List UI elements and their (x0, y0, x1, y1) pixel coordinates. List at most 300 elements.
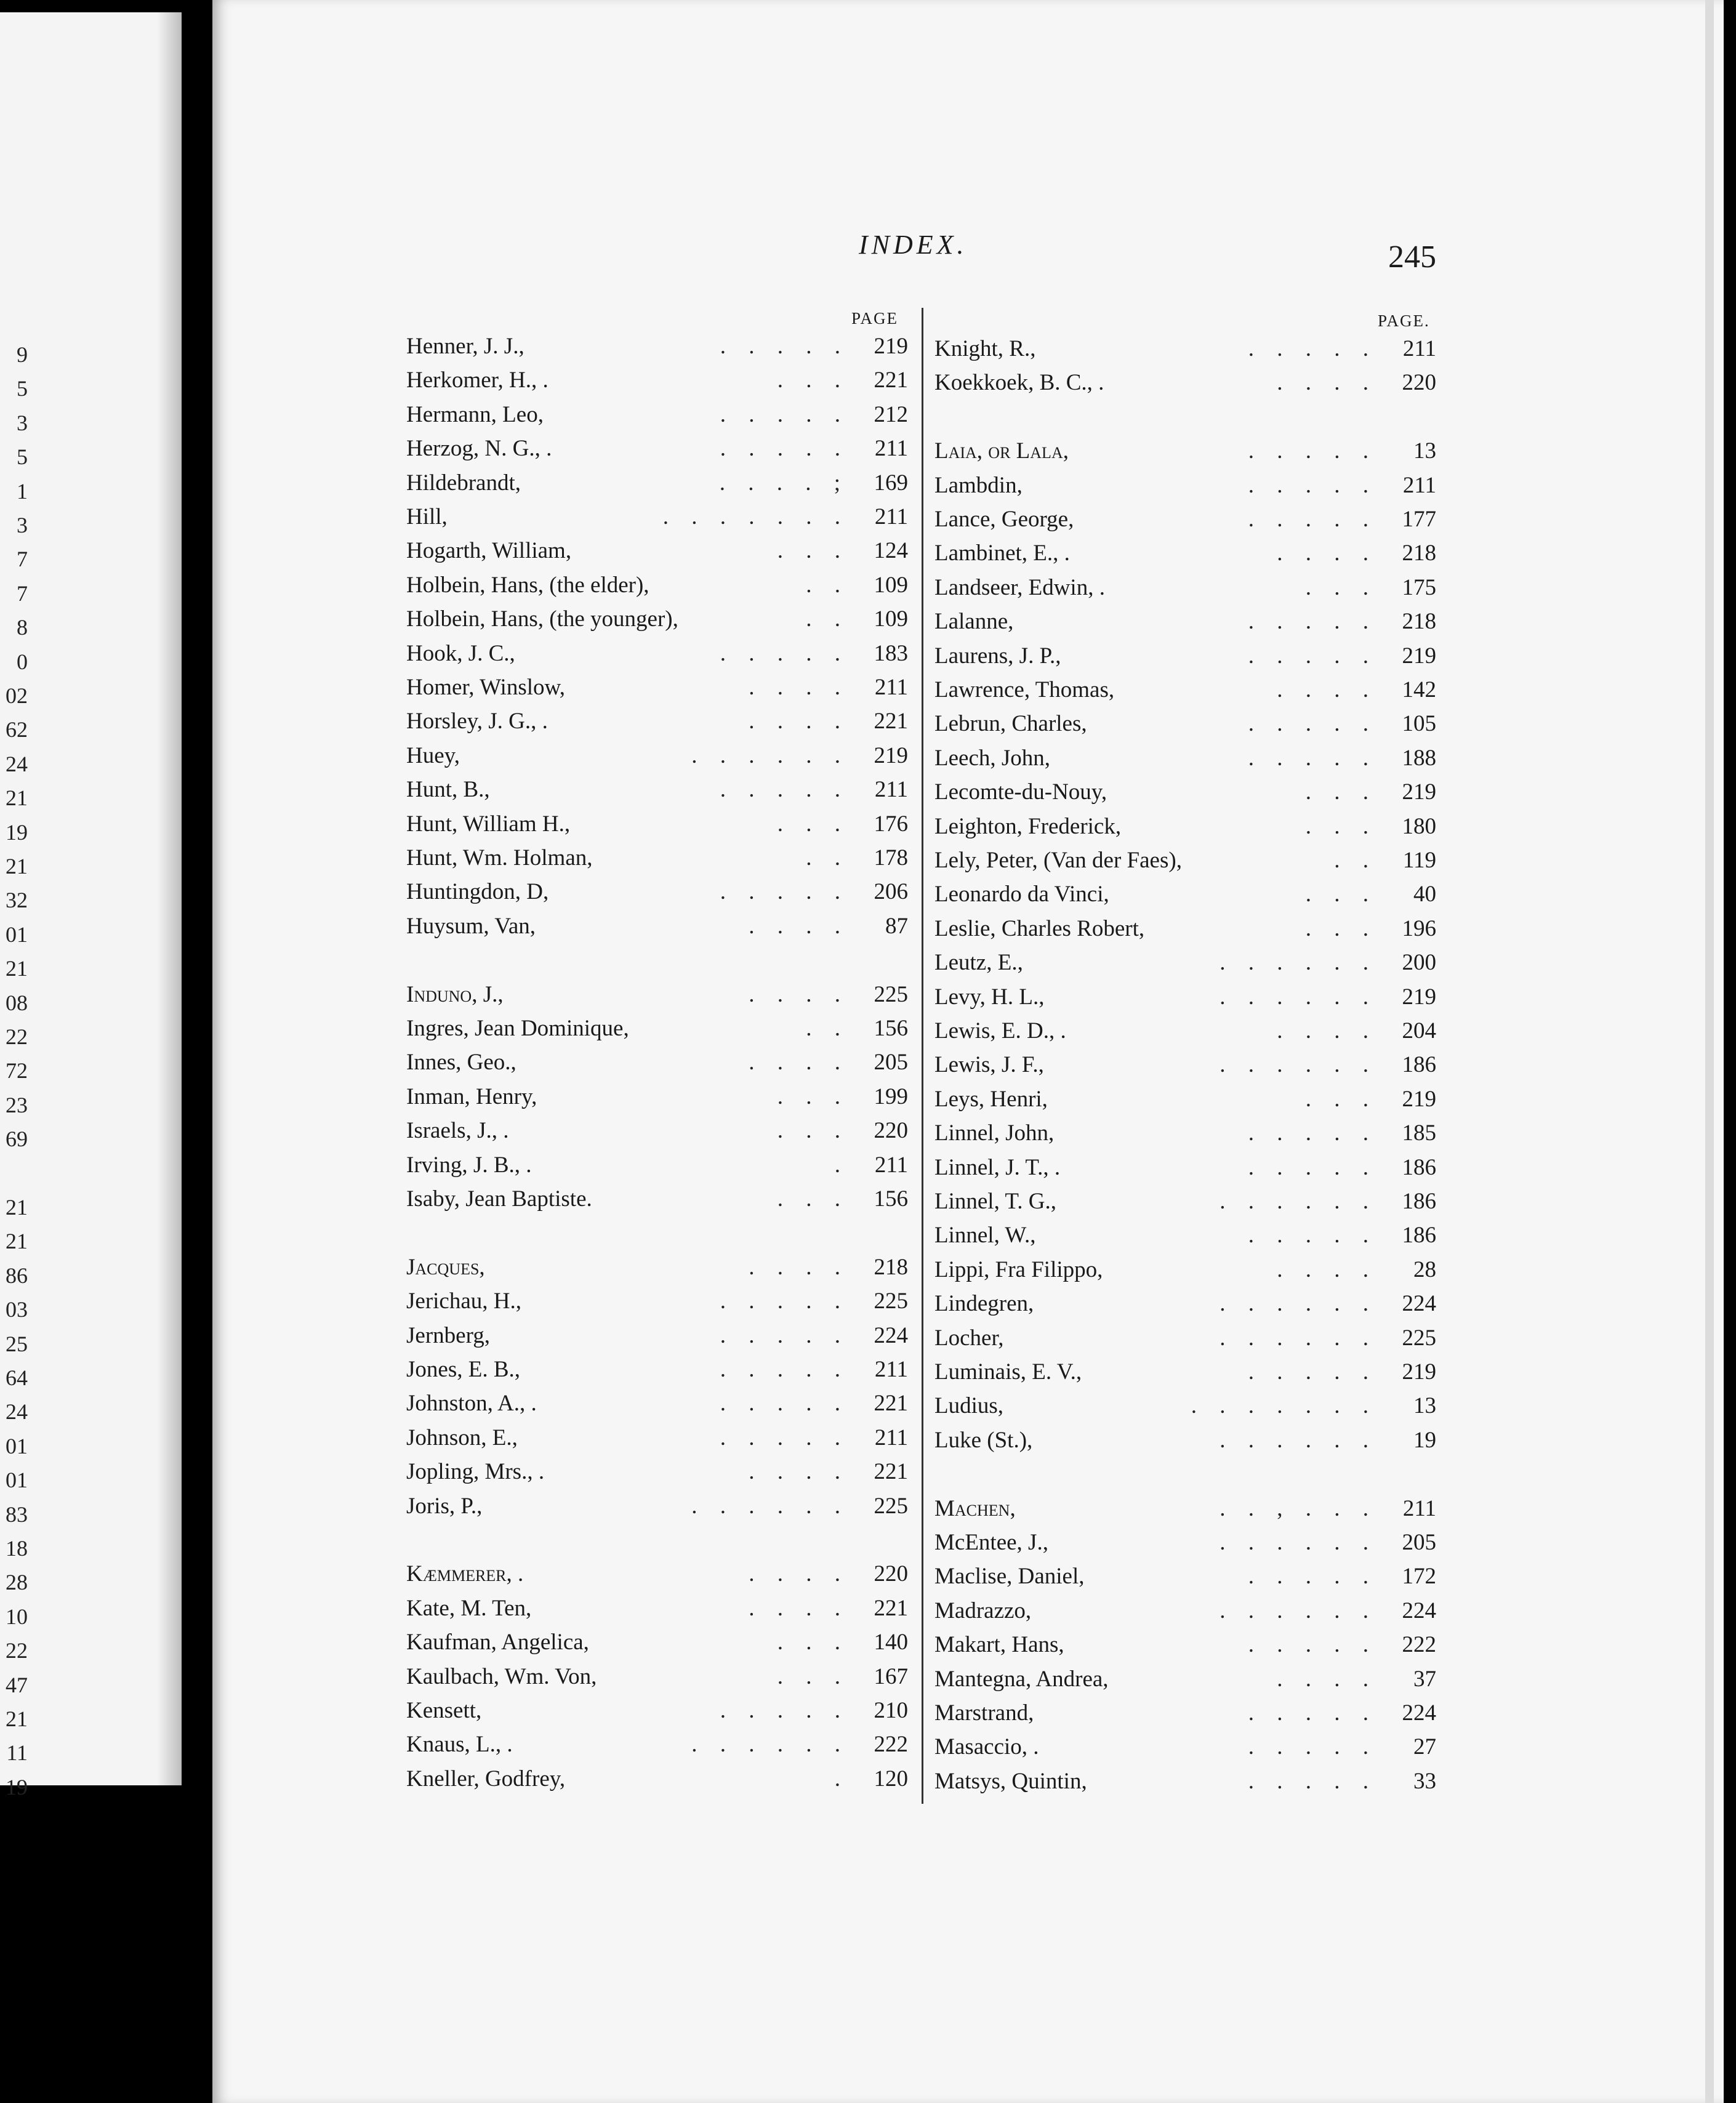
entry-page: 221 (874, 1459, 908, 1485)
index-entry (406, 1764, 908, 1795)
entry-page: 186 (1402, 1154, 1436, 1180)
facing-page-number-fragment: 47 (6, 1672, 28, 1697)
facing-page-number-fragment: 19 (6, 819, 28, 845)
entry-name: Johnston, A., . (406, 1391, 537, 1417)
entry-name: Leys, Henri, (934, 1086, 1048, 1112)
entry-page: 224 (1402, 1700, 1436, 1726)
dot-leader: . . . . . . (1220, 1530, 1368, 1555)
dot-leader: . . . . . (1248, 711, 1368, 737)
entry-page: 19 (1413, 1427, 1436, 1453)
entry-name: Lecomte-du-Nouy, (934, 779, 1107, 805)
entry-name: Huysum, Van, (406, 913, 536, 939)
index-entry (934, 436, 1436, 467)
entry-name: Induno, J., (406, 981, 504, 1007)
entry-page: 224 (1402, 1598, 1436, 1623)
index-entry (406, 809, 908, 840)
dot-leader: . . . . (749, 709, 840, 734)
index-entry (406, 1150, 908, 1181)
entry-name: Lance, George, (934, 507, 1074, 532)
index-entry (934, 1016, 1436, 1047)
entry-page: 219 (1402, 779, 1436, 805)
entry-page: 37 (1413, 1666, 1436, 1692)
dot-leader: . . . . . . (1220, 1189, 1368, 1214)
entry-name: Machen, (934, 1495, 1016, 1521)
dot-leader: . . . (777, 1663, 840, 1689)
entry-name: Levy, H. L., (934, 984, 1045, 1010)
facing-page-number-fragment: 21 (6, 1195, 28, 1220)
entry-name: Marstrand, (934, 1700, 1034, 1726)
dot-leader: . (834, 1152, 840, 1178)
entry-name: Johnson, E., (406, 1425, 518, 1450)
entry-name: Israels, J., . (406, 1118, 509, 1144)
entry-page: 225 (1402, 1325, 1436, 1351)
entry-page: 221 (874, 1595, 908, 1621)
dot-leader: . . . . (749, 1561, 840, 1587)
index-entry (406, 979, 908, 1010)
dot-leader: . . . . (749, 1050, 840, 1076)
dot-leader: . . . . . (720, 1322, 840, 1348)
index-entry (406, 1047, 908, 1078)
entry-page: 178 (874, 845, 908, 871)
facing-page-number-fragment: 72 (6, 1058, 28, 1084)
index-entry (934, 1561, 1436, 1592)
index-entry (406, 1321, 908, 1351)
entry-page: 211 (874, 504, 908, 529)
entry-name: Hermann, Leo, (406, 401, 544, 427)
entry-page: 105 (1402, 711, 1436, 737)
index-entry (406, 1388, 908, 1419)
facing-page-number-fragment: 01 (6, 1433, 28, 1458)
entry-page: 180 (1402, 813, 1436, 839)
entry-page: 176 (874, 811, 908, 837)
dot-leader: . . (806, 606, 840, 632)
facing-page-number-fragment: 69 (6, 1127, 28, 1152)
facing-page-number-fragment: 21 (6, 1707, 28, 1731)
facing-page-number-fragment: 86 (6, 1263, 28, 1288)
dot-leader: . . . (1305, 813, 1368, 839)
index-entry (934, 1084, 1436, 1115)
index-entry (406, 945, 908, 976)
entry-name: Huey, (406, 742, 460, 768)
index-entry (406, 706, 908, 737)
entry-name: Lebrun, Charles, (934, 711, 1087, 737)
dot-leader: . . (806, 1016, 840, 1041)
entry-page: 211 (874, 777, 908, 803)
index-entry (406, 365, 908, 396)
entry-name: Jopling, Mrs., . (406, 1459, 545, 1485)
dot-leader: . . . . . (1248, 1120, 1368, 1146)
entry-name: Isaby, Jean Baptiste. (406, 1186, 592, 1212)
dot-leader: . . (1334, 848, 1368, 873)
entry-name: Jerichau, H., (406, 1289, 521, 1314)
index-entry (406, 1354, 908, 1385)
dot-leader: . . . . . (1248, 1768, 1368, 1794)
entry-page: 210 (874, 1698, 908, 1723)
index-entry (406, 1116, 908, 1146)
entry-name: Lewis, J. F., (934, 1052, 1044, 1078)
dot-leader: . . . . (1277, 1666, 1368, 1692)
dot-leader: . . . . (749, 913, 840, 939)
right-column-page-header: PAGE. (1378, 312, 1430, 330)
index-entry (406, 741, 908, 771)
entry-page: 222 (1402, 1632, 1436, 1658)
dot-leader: . . . . (749, 981, 840, 1007)
dot-leader: . (834, 1766, 840, 1791)
dot-leader: . . . (777, 538, 840, 564)
index-entry (934, 606, 1436, 637)
index-entry (934, 914, 1436, 944)
dot-leader: . . . . . (720, 1698, 840, 1723)
entry-page: 40 (1413, 882, 1436, 907)
index-entry (934, 1596, 1436, 1627)
index-entry (934, 1766, 1436, 1797)
dot-leader: . . . (777, 1118, 840, 1144)
entry-page: 156 (874, 1016, 908, 1041)
index-entry (406, 1423, 908, 1454)
index-entry (406, 468, 908, 499)
entry-name: Holbein, Hans, (the elder), (406, 572, 649, 598)
facing-page-number-fragment: 21 (6, 956, 28, 981)
index-entry (934, 879, 1436, 910)
dot-leader: . . . . . (720, 1289, 840, 1314)
entry-page: 188 (1402, 745, 1436, 771)
index-entry (406, 1695, 908, 1726)
facing-page-number-fragment: 01 (6, 922, 28, 947)
entry-name: Ingres, Jean Dominique, (406, 1016, 629, 1041)
entry-page: 221 (874, 1391, 908, 1417)
entry-name: Jacques, (406, 1254, 485, 1280)
entry-page: 183 (874, 640, 908, 666)
dot-leader: . . . . . (1248, 1223, 1368, 1249)
facing-page-number-fragment: 22 (6, 1638, 28, 1663)
dot-leader: . . . . . . (1220, 1325, 1368, 1351)
index-entry (934, 811, 1436, 842)
index-entry (934, 1220, 1436, 1251)
entry-page: 87 (885, 913, 908, 939)
index-entry (406, 1559, 908, 1590)
dot-leader: . . . . . (1248, 1359, 1368, 1385)
entry-page: 219 (874, 742, 908, 768)
entry-page: 220 (874, 1118, 908, 1144)
entry-page: 33 (1413, 1768, 1436, 1794)
column-divider (922, 308, 923, 1804)
entry-page: 124 (874, 538, 908, 564)
facing-page-number-fragment: 25 (6, 1331, 28, 1356)
entry-page: 218 (874, 1254, 908, 1280)
entry-page: 211 (874, 1357, 908, 1382)
entry-page: 186 (1402, 1052, 1436, 1078)
index-entry (406, 433, 908, 464)
entry-name: Homer, Winslow, (406, 675, 566, 700)
entry-page: 185 (1402, 1120, 1436, 1146)
dot-leader: . . . . (1277, 541, 1368, 566)
index-entry (934, 1255, 1436, 1285)
dot-leader: . . . . . (720, 334, 840, 359)
entry-page: 211 (874, 436, 908, 462)
entry-page: 28 (1413, 1257, 1436, 1282)
entry-name: Leech, John, (934, 745, 1051, 771)
index-entry (406, 1662, 908, 1692)
entry-page: 140 (874, 1630, 908, 1655)
facing-page-number-fragment: 24 (6, 1399, 28, 1425)
facing-page-number-fragment: 21 (6, 786, 28, 811)
entry-name: Linnel, W., (934, 1223, 1036, 1249)
dot-leader: . . . . . . (1220, 984, 1368, 1010)
facing-page-number-fragment: 9 (17, 342, 28, 367)
index-entry (406, 672, 908, 703)
facing-page-number-fragment: 3 (17, 513, 28, 537)
dot-leader: . . . (777, 1186, 840, 1212)
entry-name: Ludius, (934, 1393, 1004, 1419)
entry-page: 120 (874, 1766, 908, 1791)
index-entry (934, 1732, 1436, 1763)
index-entry (406, 774, 908, 805)
index-entry (406, 502, 908, 533)
index-entry (934, 402, 1436, 433)
entry-name: Luminais, E. V., (934, 1359, 1082, 1385)
entry-page: 27 (1413, 1734, 1436, 1760)
entry-page: 219 (874, 334, 908, 359)
dot-leader: . . . . . (1248, 1700, 1368, 1726)
index-entry (934, 641, 1436, 672)
facing-page-number-fragment: 23 (6, 1092, 28, 1117)
entry-page: 13 (1413, 1393, 1436, 1419)
index-entry (934, 777, 1436, 808)
index-entry (934, 1391, 1436, 1421)
dot-leader: . . . . . (1248, 1632, 1368, 1658)
index-entry (934, 1527, 1436, 1558)
dot-leader: . . . . . . . (1191, 1393, 1368, 1419)
entry-name: Lawrence, Thomas, (934, 677, 1115, 702)
index-entry (406, 1593, 908, 1624)
entry-page: 167 (874, 1663, 908, 1689)
entry-name: Laurens, J. P., (934, 643, 1061, 669)
entry-name: Henner, J. J., (406, 334, 524, 359)
index-entry (934, 1357, 1436, 1388)
facing-page-number-fragment: 7 (17, 547, 28, 572)
entry-name: Hill, (406, 504, 448, 529)
facing-page-number-fragment: 1 (17, 478, 28, 504)
dot-leader: . . . (1305, 574, 1368, 600)
dot-leader: . . (806, 845, 840, 871)
dot-leader: . . . (777, 811, 840, 837)
entry-name: Joris, P., (406, 1493, 483, 1519)
entry-name: Holbein, Hans, (the younger), (406, 606, 678, 632)
index-entry (934, 1494, 1436, 1524)
entry-name: Madrazzo, (934, 1598, 1032, 1623)
entry-name: Leonardo da Vinci, (934, 882, 1109, 907)
entry-page: 109 (874, 606, 908, 632)
facing-page-number-fragment: 8 (17, 615, 28, 640)
dot-leader: . . . . . (720, 1425, 840, 1450)
index-entry (934, 573, 1436, 603)
entry-page: 219 (1402, 1359, 1436, 1385)
entry-name: Matsys, Quintin, (934, 1768, 1087, 1794)
entry-name: Hunt, B., (406, 777, 490, 803)
facing-page-number-fragment: 5 (17, 444, 28, 470)
facing-page-number-fragment: 5 (17, 376, 28, 401)
index-entry (934, 1425, 1436, 1456)
dot-leader: . . . (777, 368, 840, 393)
index-entry (934, 538, 1436, 569)
facing-page-number-fragment: 28 (6, 1570, 28, 1595)
page-number: 245 (1388, 239, 1436, 275)
entry-page: 221 (874, 709, 908, 734)
entry-page: 119 (1402, 848, 1436, 873)
index-entry (934, 709, 1436, 739)
entry-name: Lely, Peter, (Van der Faes), (934, 848, 1182, 873)
entry-name: Lippi, Fra Filippo, (934, 1257, 1103, 1282)
dot-leader: . . . . (749, 1459, 840, 1485)
page-edge (1705, 0, 1714, 2103)
entry-name: Herzog, N. G., . (406, 436, 552, 462)
entry-page: 219 (1402, 643, 1436, 669)
dot-leader: . . . . . (720, 879, 840, 905)
entry-name: Lewis, E. D., . (934, 1018, 1066, 1043)
index-entry (934, 504, 1436, 535)
entry-page: 142 (1402, 677, 1436, 702)
entry-page: 222 (874, 1732, 908, 1758)
facing-page-number-fragment: 83 (6, 1502, 28, 1527)
dot-leader: . . . . . . (1220, 1052, 1368, 1078)
index-entry (406, 1218, 908, 1249)
entry-name: Kæmmerer, . (406, 1561, 524, 1587)
dot-leader: . . . . . . (1220, 950, 1368, 976)
entry-page: 225 (874, 981, 908, 1007)
facing-page-number-fragment: 11 (6, 1740, 28, 1766)
entry-name: Leighton, Frederick, (934, 813, 1122, 839)
index-entry (406, 1525, 908, 1556)
entry-page: 156 (874, 1186, 908, 1212)
index-entry (934, 334, 1436, 364)
entry-page: 204 (1402, 1018, 1436, 1043)
dot-leader: . . . . . . (1220, 1291, 1368, 1317)
index-entry (934, 1459, 1436, 1490)
entry-name: Leutz, E., (934, 950, 1023, 976)
dot-leader: . . . . . . (1220, 1598, 1368, 1623)
entry-name: Irving, J. B., . (406, 1152, 532, 1178)
dot-leader: . . . . . (1248, 1564, 1368, 1590)
entry-name: Masaccio, . (934, 1734, 1039, 1760)
entry-name: Linnel, John, (934, 1120, 1055, 1146)
entry-page: 219 (1402, 984, 1436, 1010)
entry-name: Kate, M. Ten, (406, 1595, 532, 1621)
entry-page: 211 (1402, 472, 1436, 498)
facing-page-number-fragment: 32 (6, 888, 28, 913)
index-entry (406, 1457, 908, 1487)
entry-page: 177 (1402, 507, 1436, 532)
index-entry (934, 1664, 1436, 1695)
facing-page-number-fragment: 18 (6, 1536, 28, 1561)
dot-leader: . . . . . (1248, 472, 1368, 498)
index-entry (934, 743, 1436, 774)
entry-name: Hunt, Wm. Holman, (406, 845, 593, 871)
entry-name: Kaulbach, Wm. Von, (406, 1663, 597, 1689)
entry-page: 205 (1402, 1530, 1436, 1555)
entry-page: 175 (1402, 574, 1436, 600)
index-entry (934, 947, 1436, 978)
facing-page-number-fragment: 22 (6, 1024, 28, 1049)
index-entry (934, 470, 1436, 501)
entry-name: Innes, Geo., (406, 1050, 516, 1076)
dot-leader: . . . . (749, 1254, 840, 1280)
entry-name: Linnel, T. G., (934, 1189, 1056, 1214)
dot-leader: . . . . . (720, 436, 840, 462)
left-column-page-header: PAGE (851, 309, 899, 328)
dot-leader: . . . (777, 1630, 840, 1655)
entry-name: Maclise, Daniel, (934, 1564, 1085, 1590)
facing-page-number-fragment: 24 (6, 751, 28, 776)
index-entry (934, 845, 1436, 876)
facing-page-number-fragment: 7 (17, 581, 28, 606)
entry-page: 196 (1402, 915, 1436, 941)
facing-page-number-fragment: 10 (6, 1604, 28, 1629)
dot-leader: . . . (1305, 779, 1368, 805)
entry-name: Luke (St.), (934, 1427, 1033, 1453)
dot-leader: . . . . . (1248, 745, 1368, 771)
entry-name: Lambdin, (934, 472, 1023, 498)
index-entry (406, 911, 908, 942)
dot-leader: . . . (1305, 915, 1368, 941)
index-entry (934, 368, 1436, 398)
dot-leader: . . , . . . (1220, 1495, 1368, 1521)
entry-page: 219 (1402, 1086, 1436, 1112)
index-entry (406, 877, 908, 907)
facing-page-number-fragment: 21 (6, 1229, 28, 1254)
facing-page-number-fragment: 21 (6, 854, 28, 879)
entry-name: Lambinet, E., . (934, 541, 1070, 566)
dot-leader: . . . . (749, 675, 840, 700)
index-entry (406, 331, 908, 362)
entry-page: 225 (874, 1493, 908, 1519)
index-entry (934, 982, 1436, 1013)
entry-page: 186 (1402, 1189, 1436, 1214)
entry-name: Herkomer, H., . (406, 368, 549, 393)
entry-name: Hogarth, William, (406, 538, 572, 564)
index-entry (406, 638, 908, 669)
facing-page-number-fragment: 01 (6, 1468, 28, 1493)
dot-leader: . . . . . (720, 640, 840, 666)
entry-name: Makart, Hans, (934, 1632, 1064, 1658)
facing-page-number-fragment: 3 (17, 410, 28, 435)
entry-name: Lalanne, (934, 609, 1014, 635)
index-entry (934, 1186, 1436, 1217)
index-entry (406, 1491, 908, 1522)
entry-page: 221 (874, 368, 908, 393)
entry-name: Inman, Henry, (406, 1084, 537, 1109)
entry-name: Hildebrandt, (406, 470, 521, 496)
dot-leader: . . . . (1277, 677, 1368, 702)
dot-leader: . . . . . . . (662, 504, 840, 529)
dot-leader: . . . . (1277, 370, 1368, 396)
entry-page: 13 (1413, 438, 1436, 464)
entry-page: 212 (874, 401, 908, 427)
entry-name: Kneller, Godfrey, (406, 1766, 566, 1791)
entry-name: Leslie, Charles Robert, (934, 915, 1145, 941)
dot-leader: . . . . . (720, 1391, 840, 1417)
entry-name: Locher, (934, 1325, 1004, 1351)
entry-name: Hook, J. C., (406, 640, 515, 666)
dot-leader: . . . . . (1248, 507, 1368, 532)
dot-leader: . . . . . (1248, 336, 1368, 361)
entry-page: 218 (1402, 609, 1436, 635)
entry-page: 224 (874, 1322, 908, 1348)
dot-leader: . . . . (1277, 1257, 1368, 1282)
index-entry (406, 400, 908, 430)
entry-name: Huntingdon, D, (406, 879, 549, 905)
dot-leader: . . (806, 572, 840, 598)
entry-name: Koekkoek, B. C., . (934, 370, 1104, 396)
